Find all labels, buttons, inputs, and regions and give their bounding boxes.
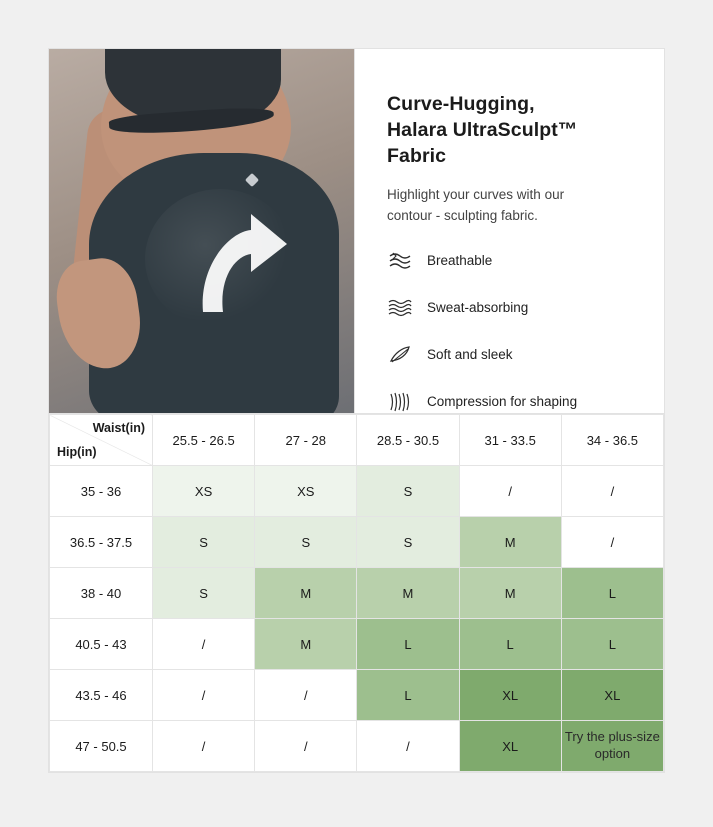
product-photo (49, 49, 355, 413)
feature-breathable (387, 248, 636, 274)
size-guide-card (48, 48, 665, 773)
column-header: 34 - 36.5 (561, 415, 663, 466)
size-chart-table (49, 414, 664, 772)
table-header-row (50, 415, 664, 466)
promo-subtitle-line1: Highlight your curves with our (387, 187, 565, 203)
table-row (50, 721, 664, 772)
feature-label: Breathable (427, 253, 493, 269)
size-cell: / (459, 466, 561, 517)
promo-subtitle (387, 185, 636, 226)
promo-title (387, 91, 636, 169)
size-cell: M (459, 517, 561, 568)
sweat-absorbing-icon (387, 295, 427, 321)
size-cell: XL (459, 670, 561, 721)
row-header: 35 - 36 (50, 466, 153, 517)
size-cell: / (561, 517, 663, 568)
corner-waist-label: Waist(in) (92, 421, 145, 435)
size-cell: / (561, 466, 663, 517)
column-header: 31 - 33.5 (459, 415, 561, 466)
size-cell: S (153, 517, 255, 568)
size-cell: / (255, 670, 357, 721)
corner-hip-label: Hip(in) (57, 445, 97, 459)
size-cell: L (357, 619, 459, 670)
feature-compression (387, 389, 636, 415)
size-cell: S (153, 568, 255, 619)
promo-subtitle-line2: contour - sculpting fabric. (387, 207, 538, 223)
row-header: 40.5 - 43 (50, 619, 153, 670)
corner-cell (50, 415, 153, 466)
feature-sweat-absorbing (387, 295, 636, 321)
soft-sleek-icon (387, 342, 427, 368)
size-cell: / (255, 721, 357, 772)
plus-size-note[interactable]: Try the plus-size option (561, 721, 663, 772)
promo-title-line2: Halara UltraSculpt™ Fabric (387, 119, 578, 168)
column-header: 25.5 - 26.5 (153, 415, 255, 466)
size-cell: M (255, 568, 357, 619)
size-cell: L (357, 670, 459, 721)
size-cell: XS (153, 466, 255, 517)
row-header: 47 - 50.5 (50, 721, 153, 772)
size-cell: / (357, 721, 459, 772)
column-header: 28.5 - 30.5 (357, 415, 459, 466)
feature-label: Compression for shaping (427, 394, 578, 410)
feature-label: Sweat-absorbing (427, 300, 529, 316)
size-cell: S (357, 517, 459, 568)
compression-icon (387, 389, 427, 415)
table-row (50, 466, 664, 517)
size-cell: M (255, 619, 357, 670)
feature-soft-sleek (387, 342, 636, 368)
table-row (50, 568, 664, 619)
size-cell: M (459, 568, 561, 619)
table-row (50, 670, 664, 721)
size-cell: M (357, 568, 459, 619)
size-cell: L (459, 619, 561, 670)
size-cell: XL (561, 670, 663, 721)
size-cell: L (561, 568, 663, 619)
lift-arrow-icon (189, 204, 309, 324)
size-cell: / (153, 619, 255, 670)
feature-label: Soft and sleek (427, 347, 513, 363)
size-cell: XS (255, 466, 357, 517)
promo-copy (355, 49, 664, 413)
promo-section (49, 49, 664, 414)
breathable-icon (387, 248, 427, 274)
promo-title-line1: Curve-Hugging, (387, 93, 535, 115)
size-cell: S (357, 466, 459, 517)
size-cell: L (561, 619, 663, 670)
table-row (50, 517, 664, 568)
table-row (50, 619, 664, 670)
size-cell: XL (459, 721, 561, 772)
size-cell: S (255, 517, 357, 568)
row-header: 36.5 - 37.5 (50, 517, 153, 568)
size-cell: / (153, 721, 255, 772)
column-header: 27 - 28 (255, 415, 357, 466)
row-header: 38 - 40 (50, 568, 153, 619)
size-cell: / (153, 670, 255, 721)
row-header: 43.5 - 46 (50, 670, 153, 721)
